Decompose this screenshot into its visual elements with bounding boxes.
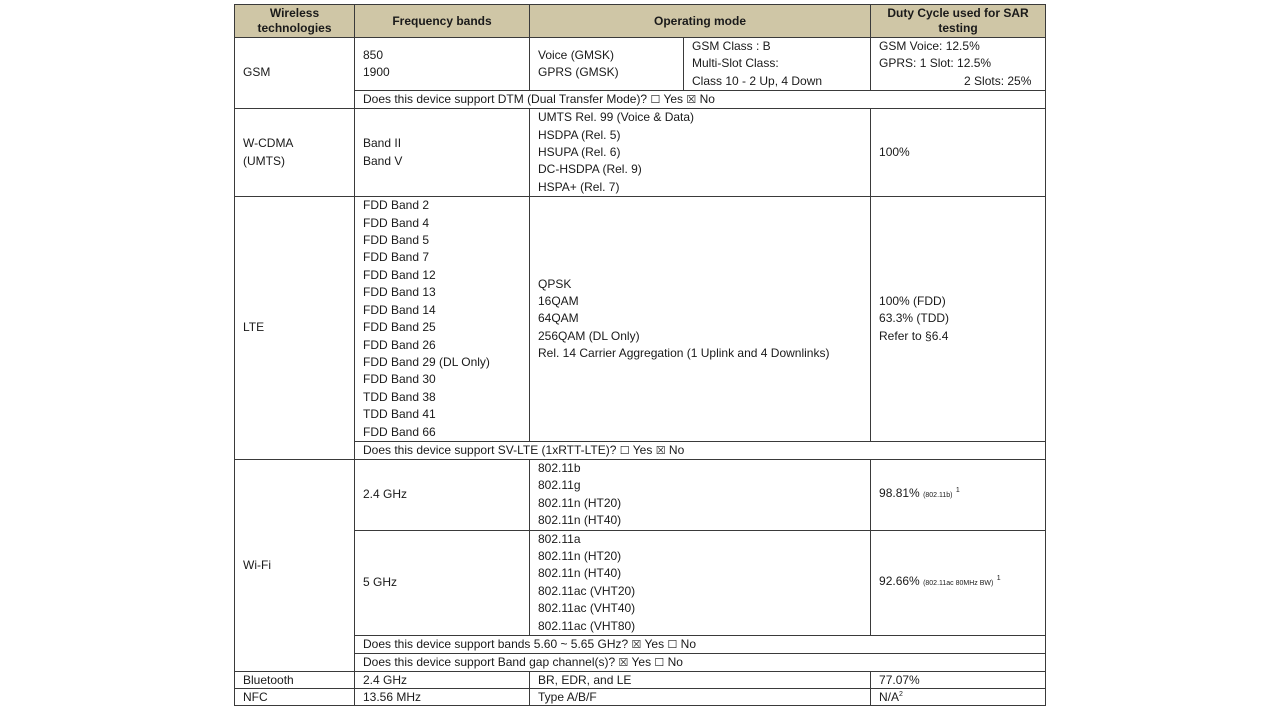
lte-band: FDD Band 30 (363, 372, 436, 387)
header-operating-mode: Operating mode (530, 5, 871, 38)
wifi-mode: 802.11ac (VHT80) (538, 618, 636, 633)
table-row-wcdma (235, 109, 1046, 197)
wcdma-band: Band II (363, 136, 402, 151)
question-text: Does this device support SV-LTE (1xRTT-LTE)? (363, 442, 617, 457)
wifi-mode: 802.11b (538, 460, 581, 475)
yes-checkbox-icon[interactable]: ☒ (618, 657, 629, 669)
table-row-wifi-5ghz (235, 530, 1046, 635)
gsm-duty-cell (871, 38, 1046, 91)
gsm-class: GSM Class : B (692, 39, 771, 53)
lte-band: FDD Band 26 (363, 337, 436, 352)
footnote-marker: 1 (955, 487, 960, 495)
wcdma-mode: HSUPA (Rel. 6) (538, 145, 621, 160)
gsm-band: 850 (363, 47, 384, 62)
header-wireless-technologies: Wireless technologies (235, 5, 355, 38)
gsm-tech-label: GSM (243, 65, 271, 80)
nfc-duty: N/A (879, 690, 900, 704)
no-checkbox-icon[interactable]: ☐ (667, 639, 678, 651)
nfc-duty-cell (871, 689, 1046, 706)
wifi-mode: 802.11n (HT20) (538, 548, 622, 563)
bluetooth-mode-cell: BR, EDR, and LE (530, 672, 871, 689)
question-text: Does this device support DTM (Dual Transfer Mode)? (363, 92, 648, 107)
no-checkbox-icon[interactable]: ☒ (686, 94, 697, 107)
question-text: Does this device support Band gap channel(s)? (363, 655, 616, 669)
footnote-marker: 2 (899, 691, 903, 698)
wifi-mode: 802.11a (538, 531, 581, 546)
wifi-5-duty-cell (871, 530, 1046, 635)
wcdma-tech-label: (UMTS) (243, 153, 285, 168)
table-row-gsm (235, 38, 1046, 91)
lte-band: FDD Band 29 (DL Only) (363, 354, 490, 369)
wireless-technologies-table (234, 4, 1046, 706)
wcdma-tech-label: W-CDMA (243, 136, 294, 151)
lte-band: FDD Band 13 (363, 285, 436, 300)
wifi-24-duty: 98.81% (879, 486, 920, 501)
wifi-24-modes-cell (530, 459, 871, 530)
lte-duty: Refer to §6.4 (879, 328, 949, 343)
nfc-mode-cell: Type A/B/F (530, 689, 871, 706)
nfc-tech-cell: NFC (235, 689, 355, 706)
wifi-5-duty-note: (802.11ac 80MHz BW) (923, 580, 994, 588)
wifi-5-modes-cell (530, 530, 871, 635)
gsm-duty: GSM Voice: 12.5% (879, 39, 980, 53)
lte-band: TDD Band 41 (363, 407, 436, 422)
lte-bands-cell (355, 197, 530, 442)
yes-checkbox-icon[interactable]: ☐ (619, 444, 630, 457)
gsm-class-cell (684, 38, 871, 91)
yes-label: Yes (631, 655, 652, 669)
lte-modes-cell (530, 197, 871, 442)
lte-duty-cell (871, 197, 1046, 442)
gsm-mode: Voice (GMSK) (538, 47, 615, 62)
wcdma-band: Band V (363, 153, 403, 168)
bluetooth-tech-cell: Bluetooth (235, 672, 355, 689)
wifi-24-duty-note: (802.11b) (923, 492, 953, 500)
wcdma-duty: 100% (879, 145, 910, 160)
gsm-mode: GPRS (GMSK) (538, 65, 619, 80)
wifi-24-band: 2.4 GHz (363, 487, 408, 502)
gsm-modes-cell (530, 38, 684, 91)
lte-band: FDD Band 14 (363, 302, 436, 317)
gsm-duty: GPRS: 1 Slot: 12.5% (879, 56, 992, 71)
gsm-dtm-question (355, 91, 1046, 109)
wcdma-mode: DC-HSDPA (Rel. 9) (538, 162, 642, 177)
lte-band: TDD Band 38 (363, 389, 436, 404)
lte-band: FDD Band 25 (363, 320, 436, 335)
no-label: No (699, 92, 715, 107)
no-checkbox-icon[interactable]: ☐ (654, 657, 665, 669)
wifi-24-duty-cell (871, 459, 1046, 530)
wcdma-modes-cell (530, 109, 871, 197)
header-frequency-bands: Frequency bands (355, 5, 530, 38)
wifi-band-gap-question-row (235, 654, 1046, 672)
lte-band: FDD Band 12 (363, 267, 436, 282)
gsm-dtm-question-row (235, 91, 1046, 109)
lte-band: FDD Band 4 (363, 215, 430, 230)
lte-duty: 63.3% (TDD) (879, 311, 950, 326)
yes-checkbox-icon[interactable]: ☐ (650, 94, 661, 107)
wcdma-mode: UMTS Rel. 99 (Voice & Data) (538, 110, 695, 125)
lte-band: FDD Band 7 (363, 250, 430, 265)
table-row-lte (235, 197, 1046, 442)
wifi-tech-label: Wi-Fi (243, 557, 271, 572)
wcdma-bands-cell (355, 109, 530, 197)
lte-band: FDD Band 2 (363, 198, 430, 213)
wifi-mode: 802.11n (HT40) (538, 566, 622, 581)
wifi-band-support-question-row (235, 636, 1046, 654)
wifi-mode: 802.11g (538, 478, 581, 493)
wifi-mode: 802.11n (HT40) (538, 513, 622, 528)
gsm-class: Multi-Slot Class: (692, 56, 779, 71)
wcdma-duty-cell (871, 109, 1046, 197)
yes-checkbox-icon[interactable]: ☒ (631, 639, 642, 651)
gsm-class: Class 10 - 2 Up, 4 Down (692, 73, 823, 88)
footnote-marker: 1 (996, 575, 1001, 583)
wifi-24-band-cell (355, 459, 530, 530)
yes-label: Yes (644, 637, 665, 651)
wifi-5-duty: 92.66% (879, 574, 920, 589)
lte-band: FDD Band 66 (363, 424, 436, 439)
no-checkbox-icon[interactable]: ☒ (655, 444, 666, 457)
wifi-band-support-question (355, 636, 1046, 654)
wifi-tech-cell (235, 459, 355, 671)
wifi-mode: 802.11ac (VHT20) (538, 583, 636, 598)
lte-mode: Rel. 14 Carrier Aggregation (1 Uplink and 4 Downlinks) (538, 346, 830, 361)
lte-svlte-question (355, 441, 1046, 459)
wcdma-mode: HSPA+ (Rel. 7) (538, 179, 620, 194)
lte-band: FDD Band 5 (363, 233, 430, 248)
wifi-band-gap-question (355, 654, 1046, 672)
table-header-row (235, 5, 1046, 38)
question-text: Does this device support bands 5.60 ~ 5.65 GHz? (363, 637, 629, 651)
no-label: No (667, 655, 683, 669)
wifi-mode: 802.11ac (VHT40) (538, 601, 636, 616)
gsm-bands-cell (355, 38, 530, 91)
bluetooth-band-cell: 2.4 GHz (355, 672, 530, 689)
nfc-band-cell: 13.56 MHz (355, 689, 530, 706)
lte-svlte-question-row (235, 441, 1046, 459)
table-row-bluetooth (235, 672, 1046, 689)
lte-mode: QPSK (538, 276, 572, 291)
bluetooth-duty-cell: 77.07% (871, 672, 1046, 689)
table-row-wifi-24ghz (235, 459, 1046, 530)
wcdma-mode: HSDPA (Rel. 5) (538, 127, 621, 142)
lte-mode: 16QAM (538, 293, 579, 308)
yes-label: Yes (632, 442, 653, 457)
lte-tech-cell (235, 197, 355, 460)
gsm-tech-cell (235, 38, 355, 109)
wcdma-tech-cell (235, 109, 355, 197)
wifi-5-band-cell (355, 530, 530, 635)
no-label: No (680, 637, 696, 651)
lte-mode: 64QAM (538, 311, 579, 326)
gsm-duty: 2 Slots: 25% (964, 73, 1032, 88)
table-row-nfc (235, 689, 1046, 706)
no-label: No (668, 442, 685, 457)
wifi-5-band: 5 GHz (363, 575, 398, 590)
yes-label: Yes (663, 92, 684, 107)
header-duty-cycle: Duty Cycle used for SAR testing (871, 5, 1046, 38)
wifi-mode: 802.11n (HT20) (538, 495, 622, 510)
lte-mode: 256QAM (DL Only) (538, 328, 640, 343)
lte-tech-label: LTE (243, 320, 265, 335)
lte-duty: 100% (FDD) (879, 293, 946, 308)
sar-duty-cycle-table-container (234, 4, 1045, 706)
gsm-band: 1900 (363, 65, 390, 80)
